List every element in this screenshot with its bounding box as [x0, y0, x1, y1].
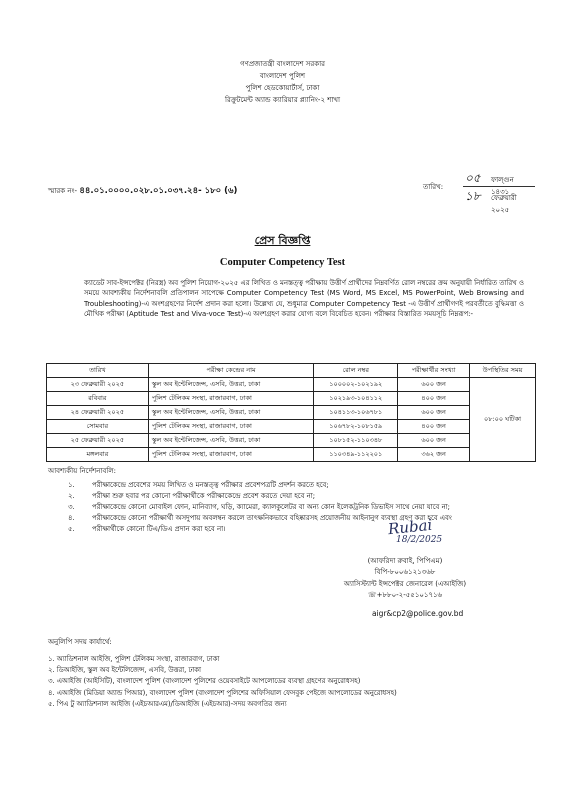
gov-header-line: গণপ্রজাতন্ত্রী বাংলাদেশ সরকার [240, 60, 325, 68]
bangla-day: ০৫ [465, 171, 481, 185]
date-label: তারিখ: [423, 183, 444, 191]
cell-day: রবিবার [47, 392, 149, 406]
cell-time: ০৮:০০ ঘটিকা [470, 378, 536, 462]
date-divider [463, 186, 535, 187]
table-header-row [47, 364, 536, 378]
cell-day: সোমবার [47, 420, 149, 434]
english-month: ফেব্রুয়ারী ২০২৫ [491, 194, 517, 214]
item-number: ২. [68, 491, 75, 500]
cell-date: ২৩ ফেব্রুয়ারী ২০২৫ [47, 378, 149, 392]
col-header-roll: রোল নম্বর [314, 364, 398, 378]
cell-date: ২৫ ফেব্রুয়ারী ২০২৫ [47, 434, 149, 448]
list-item [68, 502, 538, 513]
signatory-name: (আফরিদা রুবাই, পিপিএম) [367, 557, 443, 565]
cell-count: ৪০০ জন [398, 420, 470, 434]
list-item [68, 491, 538, 502]
table-row [47, 420, 536, 434]
list-item: ৪. এআইজি (মিডিয়া অ্যান্ড পিআর), বাংলাদেশ পুলিশ (বাংলাদেশ পুলিশের অফিসিয়াল ফেসবুক পেইজে আপলোডের অনুরোধসহ) [48, 688, 397, 697]
schedule-table [46, 363, 536, 462]
cell-count: ৬০০ জন [398, 434, 470, 448]
cell-center: স্কুল অব ইন্টেলিজেন্স, এসবি, উত্তরা, ঢাকা [148, 378, 314, 392]
bangla-month: ফাল্গুন ১৪৩১ [491, 176, 514, 196]
cell-center: পুলিশ টেলিকম সংস্থা, রাজারবাগ, ঢাকা [148, 392, 314, 406]
english-day: ১৮ [465, 189, 481, 203]
cell-roll: ১০৬৭৮২-১০৮১৫৯ [314, 420, 398, 434]
cell-day: মঙ্গলবার [47, 448, 149, 462]
memo-number [48, 184, 237, 198]
memo-label: স্মারক নং- [48, 187, 78, 195]
item-text: পরীক্ষার্থীকে কোনো টিএ/ডিএ প্রদান করা হবে না। [92, 524, 226, 533]
list-item: ১. অ্যাডিশনাল আইজি, পুলিশ টেলিকম সংস্থা, রাজারবাগ, ঢাকা [48, 655, 220, 663]
col-header-center: পরীক্ষা কেন্দ্রের নাম [148, 364, 314, 378]
col-header-count: পরীক্ষার্থীর সংখ্যা [398, 364, 470, 378]
office-header-line: পুলিশ হেডকোয়ার্টার্স, ঢাকা [245, 84, 320, 92]
cell-count: ৬০০ জন [398, 406, 470, 420]
col-header-date: তারিখ [47, 364, 149, 378]
signatory-bp: বিপি-৮০০৬১২১৩৬৮ [374, 568, 436, 577]
table-row [47, 434, 536, 448]
item-number: ১. [68, 481, 75, 489]
col-header-time: উপস্থিতির সময় [470, 364, 536, 378]
org-header-line: বাংলাদেশ পুলিশ [259, 72, 306, 80]
page-title: প্রেস বিজ্ঞপ্তি [254, 234, 311, 247]
list-item: ৫. পিএ টু অ্যাডিশনাল আইজি (এইচআরএম)/ডিআইজি (এইচআর)-সদয় অবগতির জন্য [48, 699, 287, 708]
signatory-phone: ☏+৮৮০-২-৫৫১০১৭১৬ [367, 590, 443, 599]
page-subtitle: Computer Competency Test [219, 257, 346, 268]
signatory-designation: অ্যাসিস্ট্যান্ট ইন্সপেক্টর জেনারেল (এআইজি) [343, 579, 467, 588]
cell-roll: ১০৪১১৩-১০৬৭৮১ [314, 406, 398, 420]
item-text: পরীক্ষা শুরু হবার পর কোনো পরীক্ষার্থীকে পরীক্ষাকেন্দ্রে প্রবেশ করতে দেয়া হবে না; [92, 491, 316, 500]
item-number: ৩. [68, 502, 75, 511]
table-row [47, 406, 536, 420]
cell-center: স্কুল অব ইন্টেলিজেন্স, এসবি, উত্তরা, ঢাকা [148, 434, 314, 448]
body-paragraph: ক্যাডেট সাব-ইন্সপেক্টর (নিরস্ত্র) অব পুলিশ নিয়োগ-২০২৫ এর লিখিত ও মনস্তত্ত্ব পরীক্ষায় উত্তীর্ণ প্রার্থীদের নিম্নবর্ণিত রোল নম্বরের ক্রম অনুযায়ী নির্ধারিত তারিখ ও সময়ে আবশ্যকীয় নির্দেশনাবলি প্রতিপালন সাপেক্ষে Computer Competency Test (MS Word, MS Excel, MS PowerPoint, Web Browsing and Troubleshooting)-এ অংশগ্রহণের নির্দেশ প্রদান করা হলো। উল্লেখ্য যে, শুধুমাত্র Computer Competency Test -এ উত্তীর্ণ প্রার্থীগণই পরবর্তীতে বুদ্ধিমত্তা ও মৌখিক পরীক্ষা (Aptitude Test and Viva-voce Test)-এ অংশগ্রহণ করার যোগ্য বলে বিবেচিত হবেন। পরীক্ষার বিস্তারিত সময়সূচি নিম্নরূপ:- [84, 279, 524, 319]
copies-heading: অনুলিপি সদয় কার্যার্থে: [48, 638, 112, 646]
cell-count: ৪০০ জন [398, 392, 470, 406]
cell-count: ৬০০ জন [398, 378, 470, 392]
list-item [68, 524, 538, 535]
table-row [47, 448, 536, 462]
cell-center: স্কুল অব ইন্টেলিজেন্স, এসবি, উত্তরা, ঢাকা [148, 406, 314, 420]
branch-header-line: রিক্রুটমেন্ট অ্যান্ড ক্যারিয়ার প্ল্যানিং-২ শাখা [224, 96, 341, 104]
table-row [47, 392, 536, 406]
list-item [68, 480, 538, 491]
list-item: ৩. এআইজি (আইসিটি), বাংলাদেশ পুলিশ (বাংলাদেশ পুলিশের ওয়েবসাইটে আপলোডের ব্যবস্থা গ্রহণের অনুরোধসহ) [48, 677, 361, 686]
handwritten-sign-date: 18/2/2025 [396, 535, 443, 545]
cell-roll: ১০২১৯৩-১০৪১১২ [314, 392, 398, 406]
item-text: পরীক্ষাকেন্দ্রে প্রবেশের সময় লিখিত ও মনস্তত্ত্ব পরীক্ষার প্রবেশপত্রটি প্রদর্শন করতে হবে; [92, 481, 329, 489]
copies-list [48, 654, 397, 710]
cell-roll: ১০৮১৫২-১১০৩৪৮ [314, 434, 398, 448]
item-number: ৫. [68, 524, 75, 533]
instructions-heading: আবশ্যকীয় নির্দেশনাবলি: [48, 467, 116, 475]
cell-roll: ১১০৩৪৯-১১২২০১ [314, 448, 398, 462]
cell-roll: ১০০০০২-১০২১৯২ [314, 378, 398, 392]
cell-center: পুলিশ টেলিকম সংস্থা, রাজারবাগ, ঢাকা [148, 448, 314, 462]
cell-date: ২৪ ফেব্রুয়ারী ২০২৫ [47, 406, 149, 420]
cell-count: ৩৬২ জন [398, 448, 470, 462]
table-row [47, 378, 536, 392]
item-text: পরীক্ষাকেন্দ্রে কোনো মোবাইল ফোন, মানিব্যাগ, ঘড়ি, ক্যামেরা, ক্যালকুলেটর বা অন্য কোন ইলেকট্রনিক ডিভাইস সাথে নেয়া যাবে না; [92, 502, 450, 511]
list-item [68, 513, 538, 524]
cell-center: পুলিশ টেলিকম সংস্থা, রাজারবাগ, ঢাকা [148, 420, 314, 434]
item-text: পরীক্ষাকেন্দ্রে কোনো পরীক্ষার্থী অসদুপায় অবলম্বন করলে তাৎক্ষনিকভাবে বহিষ্কারসহ প্রয়োজনীয় আইনানুগ ব্যবস্থা গ্রহণ করা হবে এবং [92, 513, 452, 522]
signature-block [330, 556, 480, 601]
memo-value: ৪৪.০১.০০০০.০২৮.০১.০৩৭.২৪- ১৮০ (৬) [79, 186, 238, 196]
item-number: ৪. [68, 513, 75, 522]
signatory-email: aigr&cp2@police.gov.bd [372, 609, 464, 618]
handwritten-signature: Rubai [387, 515, 434, 539]
list-item: ২. ডিআইজি, স্কুল অব ইন্টেলিজেন্স, এসবি, উত্তরা, ঢাকা [48, 666, 201, 675]
instructions-list [68, 480, 538, 535]
